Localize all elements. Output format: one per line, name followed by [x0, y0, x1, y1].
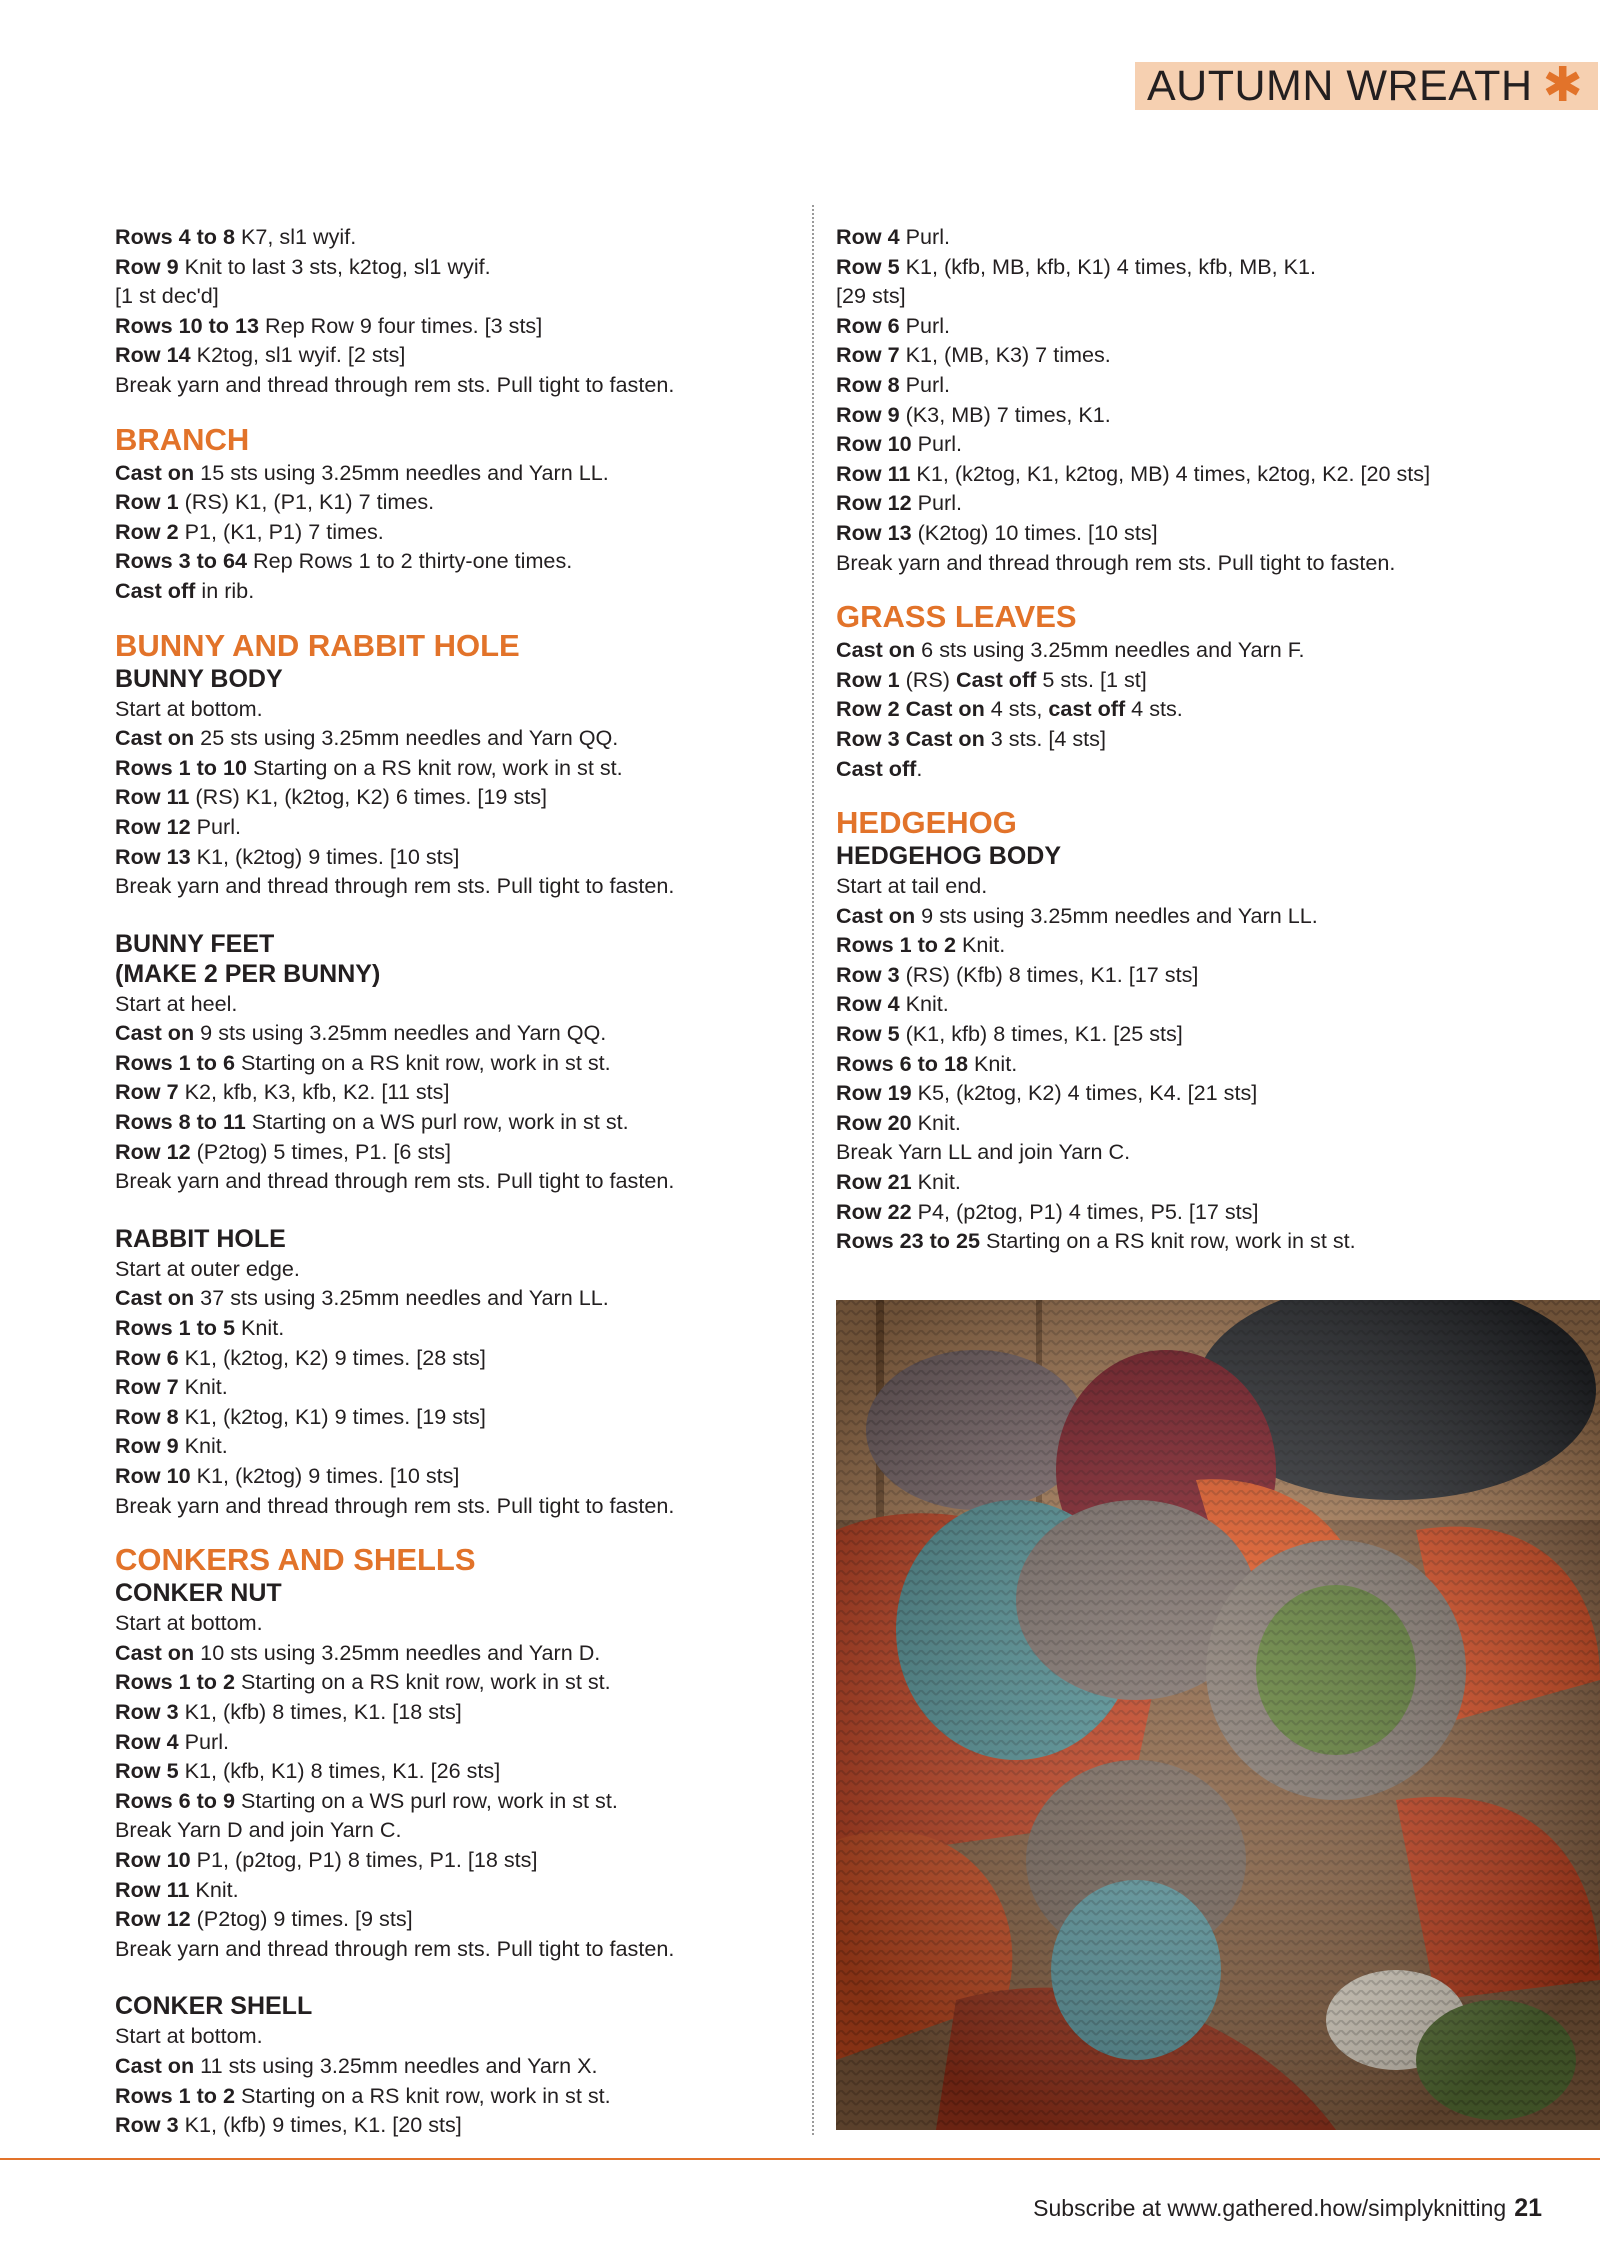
instruction-line — [115, 340, 815, 370]
row-label: Row 7 — [115, 1079, 179, 1105]
row-label: Rows 10 to 13 — [115, 312, 260, 338]
instruction-line — [115, 1431, 815, 1461]
instruction-text: Knit to last 3 sts, k2tog, sl1 wyif. — [178, 253, 491, 279]
row-label: Row 13 — [115, 843, 191, 869]
instruction-text: P1, (p2tog, P1) 8 times, P1. [18 sts] — [190, 1846, 538, 1872]
instruction-line — [836, 1167, 1576, 1197]
instruction-text: Start at bottom. — [115, 695, 263, 721]
instruction-text: Break yarn and thread through rem sts. Pull tight to fasten. — [115, 371, 675, 397]
instruction-text: [1 st dec'd] — [115, 283, 219, 309]
instruction-text: 5 sts. [1 st] — [1036, 666, 1147, 692]
instruction-line — [115, 1638, 815, 1668]
section-heading: CONKERS AND SHELLS — [115, 1542, 476, 1578]
instruction-text: K2, kfb, K3, kfb, K2. [11 sts] — [178, 1079, 450, 1105]
instruction-text: [29 sts] — [836, 283, 906, 309]
instruction-text: Knit. — [911, 1169, 961, 1195]
instruction-line — [115, 782, 815, 812]
instruction-line — [836, 960, 1576, 990]
instruction-text: Knit. — [968, 1050, 1018, 1076]
instruction-text: Knit. — [956, 932, 1006, 958]
row-label: Rows 1 to 2 — [115, 1669, 235, 1695]
instruction-line — [836, 518, 1576, 548]
row-label: Cast on — [115, 1285, 195, 1311]
instruction-line — [115, 2110, 815, 2140]
instruction-text: Break yarn and thread through rem sts. Pull tight to fasten. — [115, 1492, 675, 1518]
column-divider — [812, 205, 814, 2135]
row-label: Row 5 — [836, 1021, 900, 1047]
instruction-text: K5, (k2tog, K2) 4 times, K4. [21 sts] — [911, 1080, 1258, 1106]
instruction-line — [115, 1845, 815, 1875]
instruction-line — [115, 1107, 815, 1137]
instruction-line — [115, 1786, 815, 1816]
instruction-line — [836, 694, 1576, 724]
instruction-text: Start at bottom. — [115, 2023, 263, 2049]
instruction-line — [836, 724, 1576, 754]
subsection-heading: RABBIT HOLE — [115, 1224, 286, 1253]
instruction-text: Starting on a RS knit row, work in st st. — [247, 754, 623, 780]
instruction-text: 15 sts using 3.25mm needles and Yarn LL. — [194, 459, 609, 485]
instruction-line — [115, 252, 815, 282]
instruction-text: 6 sts using 3.25mm needles and Yarn F. — [915, 637, 1305, 663]
instruction-text: P1, (K1, P1) 7 times. — [178, 518, 384, 544]
instruction-text: 9 sts using 3.25mm needles and Yarn LL. — [915, 902, 1318, 928]
row-label: Rows 6 to 18 — [836, 1050, 968, 1076]
row-label: Cast on — [115, 459, 195, 485]
instruction-line — [836, 1197, 1576, 1227]
instruction-line — [836, 370, 1576, 400]
row-label: Row 8 — [836, 371, 900, 397]
row-label: Row 22 — [836, 1198, 912, 1224]
row-label: Row 2 Cast on — [836, 696, 985, 722]
instruction-text: Start at heel. — [115, 990, 238, 1016]
instruction-text: in rib. — [195, 577, 255, 603]
instruction-line — [836, 488, 1576, 518]
instruction-text: Purl. — [911, 431, 963, 457]
instruction-line — [836, 459, 1576, 489]
row-label: Row 2 — [115, 518, 179, 544]
subscribe-text: Subscribe at www.gathered.how/simplyknitting — [1033, 2195, 1507, 2221]
instruction-text: Knit. — [178, 1374, 228, 1400]
row-label: Row 13 — [836, 519, 912, 545]
row-label: Row 19 — [836, 1080, 912, 1106]
instruction-text: Knit. — [235, 1315, 285, 1341]
knitted-acorns-photo — [836, 1300, 1600, 2130]
instruction-line — [836, 1137, 1576, 1167]
footer — [1033, 2194, 1542, 2223]
instruction-text: Purl. — [178, 1728, 229, 1754]
row-label: Row 3 — [836, 961, 900, 987]
instruction-line — [115, 1372, 815, 1402]
instruction-line — [115, 1283, 815, 1313]
instruction-line — [836, 340, 1576, 370]
instruction-text: K2tog, sl1 wyif. [2 sts] — [190, 342, 406, 368]
instruction-text: Break Yarn LL and join Yarn C. — [836, 1139, 1131, 1165]
row-label: cast off — [1048, 696, 1126, 722]
subsection-heading: CONKER SHELL — [115, 1992, 313, 2021]
instruction-line — [836, 222, 1576, 252]
instruction-line — [115, 1077, 815, 1107]
instruction-text: (RS) (Kfb) 8 times, K1. [17 sts] — [899, 961, 1199, 987]
instruction-line — [836, 429, 1576, 459]
row-label: Row 10 — [115, 1846, 191, 1872]
subsection-heading: CONKER NUT — [115, 1579, 282, 1608]
instruction-line — [115, 1756, 815, 1786]
row-label: Row 9 — [836, 401, 900, 427]
instruction-text: (RS) K1, (k2tog, K2) 6 times. [19 sts] — [189, 784, 548, 810]
instruction-line — [115, 1402, 815, 1432]
instruction-line — [115, 1137, 815, 1167]
instruction-line — [115, 1934, 815, 1964]
row-label: Rows 1 to 6 — [115, 1049, 235, 1075]
instruction-text: K1, (kfb, K1) 8 times, K1. [26 sts] — [178, 1758, 501, 1784]
subsection-heading: BUNNY FEET — [115, 929, 275, 958]
section-heading: GRASS LEAVES — [836, 599, 1077, 635]
row-label: Row 3 — [115, 1698, 179, 1724]
instruction-text: Rep Row 9 four times. [3 sts] — [259, 312, 543, 338]
instruction-line — [115, 281, 815, 311]
instruction-line — [115, 842, 815, 872]
instruction-line — [836, 400, 1576, 430]
instruction-text: Knit. — [911, 1109, 961, 1135]
instruction-line — [836, 281, 1576, 311]
instruction-text: Knit. — [189, 1876, 239, 1902]
instruction-text: . — [916, 755, 923, 781]
row-label: Rows 1 to 5 — [115, 1315, 235, 1341]
instruction-line — [836, 1019, 1576, 1049]
instruction-text: K1, (k2tog) 9 times. [10 sts] — [190, 843, 460, 869]
right-column — [836, 222, 1576, 1256]
instruction-text: Starting on a RS knit row, work in st st. — [235, 2082, 611, 2108]
instruction-line — [115, 487, 815, 517]
instruction-text: Rep Rows 1 to 2 thirty-one times. — [247, 548, 573, 574]
instruction-line — [836, 548, 1576, 578]
instruction-line — [836, 1049, 1576, 1079]
instruction-text: (RS) — [899, 666, 956, 692]
row-label: Row 12 — [115, 813, 191, 839]
instruction-line — [115, 458, 815, 488]
instruction-line — [115, 1343, 815, 1373]
row-label: Row 7 — [115, 1374, 179, 1400]
row-label: Rows 1 to 2 — [836, 932, 956, 958]
row-label: Row 9 — [115, 1433, 179, 1459]
left-column — [115, 222, 815, 2140]
instruction-line — [115, 812, 815, 842]
row-label: Row 4 — [836, 991, 900, 1017]
instruction-line — [115, 871, 815, 901]
instruction-line — [115, 1608, 815, 1638]
row-label: Row 10 — [115, 1463, 191, 1488]
instruction-line — [115, 2021, 815, 2051]
row-label: Row 5 — [115, 1758, 179, 1784]
instruction-text: K1, (kfb, MB, kfb, K1) 4 times, kfb, MB, K1. — [899, 253, 1317, 279]
row-label: Row 8 — [115, 1403, 179, 1429]
instruction-text: 4 sts. — [1125, 696, 1183, 722]
row-label: Rows 23 to 25 — [836, 1228, 981, 1254]
instruction-text: Starting on a RS knit row, work in st st. — [235, 1669, 611, 1695]
row-label: Cast off — [955, 666, 1037, 692]
instruction-line — [836, 635, 1576, 665]
instruction-line — [836, 901, 1576, 931]
instruction-text: Purl. — [899, 371, 950, 397]
instruction-line — [115, 222, 815, 252]
instruction-line — [115, 2051, 815, 2081]
row-label: Rows 6 to 9 — [115, 1787, 235, 1813]
instruction-line — [115, 723, 815, 753]
row-label: Rows 4 to 8 — [115, 224, 235, 249]
instruction-line — [115, 1461, 815, 1491]
instruction-line — [115, 1048, 815, 1078]
row-label: Row 20 — [836, 1109, 912, 1135]
instruction-text: K1, (kfb) 9 times, K1. [20 sts] — [178, 2112, 462, 2138]
instruction-text: Purl. — [911, 490, 963, 516]
subsection-heading: BUNNY BODY — [115, 664, 283, 693]
instruction-line — [836, 930, 1576, 960]
row-label: Cast on — [836, 637, 916, 663]
instruction-text: 10 sts using 3.25mm needles and Yarn D. — [194, 1639, 601, 1665]
instruction-text: Break yarn and thread through rem sts. Pull tight to fasten. — [115, 1935, 675, 1961]
instruction-line — [836, 989, 1576, 1019]
instruction-text: Starting on a RS knit row, work in st st. — [235, 1049, 611, 1075]
section-heading: BRANCH — [115, 421, 250, 457]
instruction-line — [115, 1875, 815, 1905]
header-tab — [1135, 59, 1598, 112]
instruction-text: 9 sts using 3.25mm needles and Yarn QQ. — [194, 1020, 607, 1046]
row-label: Row 4 — [115, 1728, 179, 1754]
subsection-heading: (MAKE 2 PER BUNNY) — [115, 959, 381, 988]
row-label: Row 3 Cast on — [836, 725, 985, 751]
instruction-line — [115, 1727, 815, 1757]
instruction-text: Purl. — [190, 813, 242, 839]
instruction-line — [115, 1313, 815, 1343]
row-label: Cast on — [115, 725, 195, 751]
instruction-text: K7, sl1 wyif. — [235, 224, 357, 249]
row-label: Cast on — [115, 1639, 195, 1665]
instruction-line — [836, 311, 1576, 341]
subsection-heading: HEDGEHOG BODY — [836, 842, 1062, 871]
row-label: Row 12 — [115, 1906, 191, 1932]
instruction-text: Purl. — [899, 224, 950, 249]
row-label: Row 1 — [836, 666, 900, 692]
instruction-text: K1, (MB, K3) 7 times. — [899, 342, 1111, 368]
row-label: Cast off — [836, 755, 917, 781]
row-label: Row 7 — [836, 342, 900, 368]
instruction-text: Break yarn and thread through rem sts. Pull tight to fasten. — [115, 873, 675, 899]
row-label: Rows 8 to 11 — [115, 1109, 246, 1135]
instruction-text: (K1, kfb) 8 times, K1. [25 sts] — [899, 1021, 1183, 1047]
row-label: Row 4 — [836, 224, 900, 249]
row-label: Row 12 — [836, 490, 912, 516]
instruction-text: Purl. — [899, 312, 950, 338]
instruction-line — [115, 1697, 815, 1727]
instruction-line — [115, 311, 815, 341]
instruction-text: (P2tog) 9 times. [9 sts] — [190, 1906, 413, 1932]
instruction-line — [115, 1667, 815, 1697]
row-label: Rows 3 to 64 — [115, 548, 247, 574]
instruction-text: Start at bottom. — [115, 1610, 263, 1636]
instruction-text: (K2tog) 10 times. [10 sts] — [911, 519, 1158, 545]
instruction-text: K1, (k2tog) 9 times. [10 sts] — [190, 1463, 460, 1488]
instruction-text: Knit. — [899, 991, 949, 1017]
instruction-line — [115, 546, 815, 576]
instruction-line — [115, 2081, 815, 2111]
instruction-text: K1, (k2tog, K1) 9 times. [19 sts] — [178, 1403, 486, 1429]
row-label: Row 9 — [115, 253, 179, 279]
row-label: Row 5 — [836, 253, 900, 279]
page-title: AUTUMN WREATH — [1147, 61, 1533, 110]
instruction-line — [836, 1078, 1576, 1108]
instruction-text: K1, (k2tog, K1, k2tog, MB) 4 times, k2tog, K2. [20 sts] — [910, 460, 1431, 486]
instruction-text: Start at tail end. — [836, 873, 988, 899]
instruction-line — [836, 754, 1576, 784]
row-label: Cast off — [115, 577, 196, 603]
row-label: Row 11 — [115, 784, 190, 810]
instruction-line — [115, 1904, 815, 1934]
row-label: Rows 1 to 10 — [115, 754, 247, 780]
row-label: Row 3 — [115, 2112, 179, 2138]
instruction-text: Break yarn and thread through rem sts. Pull tight to fasten. — [836, 549, 1396, 575]
instruction-line — [836, 252, 1576, 282]
asterisk-icon: ✱ — [1542, 59, 1583, 112]
instruction-line — [836, 871, 1576, 901]
instruction-text: K1, (kfb) 8 times, K1. [18 sts] — [178, 1698, 462, 1724]
instruction-text: (K3, MB) 7 times, K1. — [899, 401, 1111, 427]
row-label: Cast on — [836, 902, 916, 928]
instruction-line — [836, 1108, 1576, 1138]
instruction-line — [115, 1166, 815, 1196]
instruction-line — [115, 989, 815, 1019]
instruction-text: Starting on a WS purl row, work in st st. — [245, 1109, 629, 1135]
instruction-text: Starting on a WS purl row, work in st st. — [235, 1787, 618, 1813]
instruction-line — [115, 1018, 815, 1048]
instruction-text: 11 sts using 3.25mm needles and Yarn X. — [194, 2052, 598, 2078]
row-label: Row 6 — [115, 1344, 179, 1370]
row-label: Row 10 — [836, 431, 912, 457]
instruction-line — [115, 1254, 815, 1284]
instruction-text: (P2tog) 5 times, P1. [6 sts] — [190, 1138, 452, 1164]
instruction-text: 25 sts using 3.25mm needles and Yarn QQ. — [194, 725, 619, 751]
instruction-text: Knit. — [178, 1433, 228, 1459]
instruction-text: Starting on a RS knit row, work in st st. — [980, 1228, 1356, 1254]
instruction-line — [115, 1491, 815, 1521]
row-label: Row 12 — [115, 1138, 191, 1164]
row-label: Rows 1 to 2 — [115, 2082, 235, 2108]
instruction-text: Break yarn and thread through rem sts. Pull tight to fasten. — [115, 1168, 675, 1194]
instruction-text: Break Yarn D and join Yarn C. — [115, 1817, 402, 1843]
instruction-line — [115, 694, 815, 724]
row-label: Cast on — [115, 1020, 195, 1046]
section-heading: BUNNY AND RABBIT HOLE — [115, 627, 520, 663]
instruction-line — [115, 517, 815, 547]
instruction-text: 37 sts using 3.25mm needles and Yarn LL. — [194, 1285, 609, 1311]
section-heading: HEDGEHOG — [836, 805, 1017, 841]
row-label: Row 6 — [836, 312, 900, 338]
row-label: Row 21 — [836, 1169, 912, 1195]
instruction-text: 3 sts. [4 sts] — [984, 725, 1106, 751]
instruction-text: (RS) K1, (P1, K1) 7 times. — [178, 489, 435, 515]
instruction-text: P4, (p2tog, P1) 4 times, P5. [17 sts] — [911, 1198, 1259, 1224]
row-label: Cast on — [115, 2052, 195, 2078]
instruction-line — [836, 665, 1576, 695]
instruction-line — [115, 370, 815, 400]
row-label: Row 1 — [115, 489, 179, 515]
row-label: Row 11 — [836, 460, 911, 486]
row-label: Row 14 — [115, 342, 191, 368]
instruction-line — [115, 1815, 815, 1845]
instruction-line — [836, 1226, 1576, 1256]
footer-rule — [0, 2158, 1600, 2160]
row-label: Row 11 — [115, 1876, 190, 1902]
instruction-line — [115, 753, 815, 783]
instruction-text: 4 sts, — [984, 696, 1049, 722]
instruction-line — [115, 576, 815, 606]
instruction-text: Start at outer edge. — [115, 1255, 300, 1281]
instruction-text: K1, (k2tog, K2) 9 times. [28 sts] — [178, 1344, 486, 1370]
page-number: 21 — [1514, 2194, 1542, 2222]
